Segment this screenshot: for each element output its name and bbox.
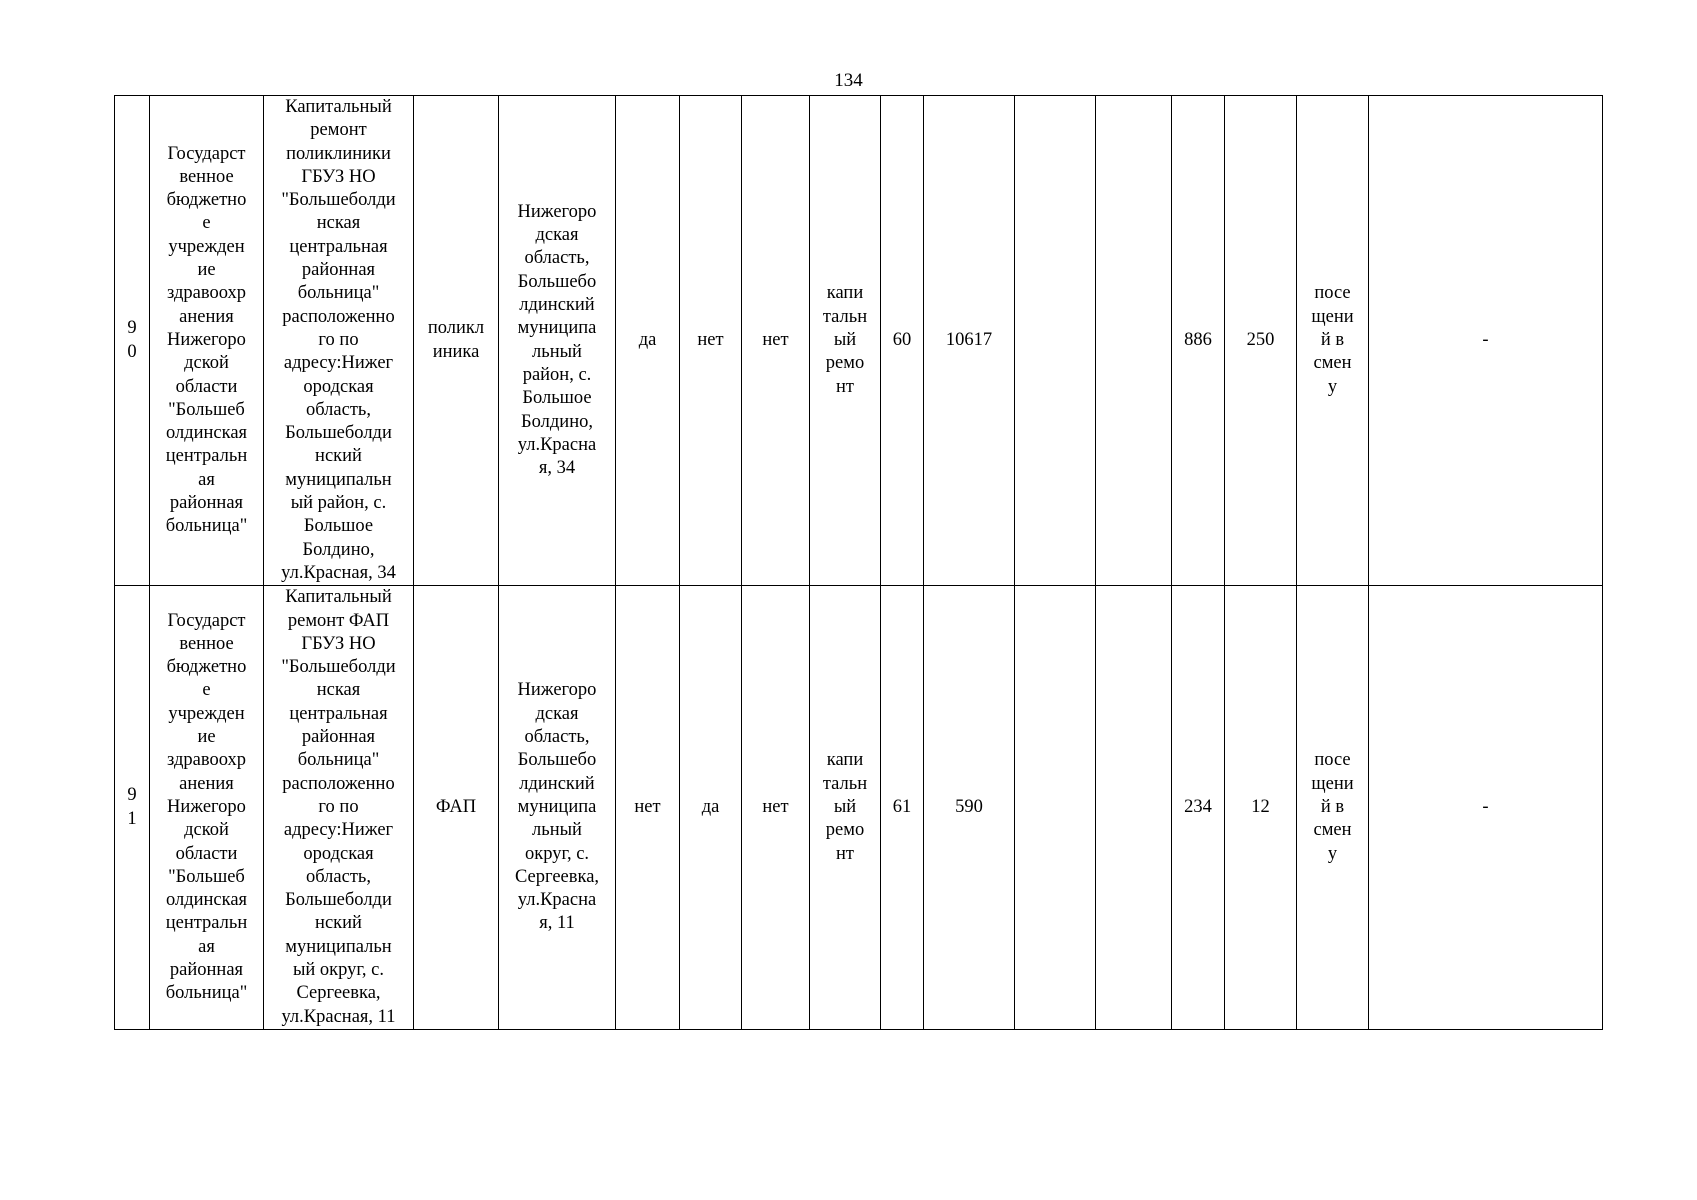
facility-type: ФАП: [435, 796, 477, 817]
flag-value: нет: [762, 329, 789, 350]
address-cell: [499, 586, 616, 1030]
flag-cell: [616, 96, 680, 586]
value-cell: [1172, 96, 1225, 586]
facility-type-cell: [414, 96, 499, 586]
empty-cell: [1015, 586, 1096, 1030]
organization-cell: [150, 586, 264, 1030]
empty-cell: [1015, 96, 1096, 586]
flag-value: нет: [697, 329, 724, 350]
note-cell: [1369, 586, 1603, 1030]
flag-cell: [680, 96, 742, 586]
facilities-table: [114, 95, 1603, 1030]
value: 61: [892, 796, 912, 817]
unit-cell: [1297, 96, 1369, 586]
note-cell: [1369, 96, 1603, 586]
flag-value: нет: [762, 796, 789, 817]
row-number-cell: [115, 586, 150, 1030]
value: 234: [1184, 796, 1212, 817]
note: -: [1482, 796, 1489, 817]
organization-name: Государст венное бюджетно е учрежден ие здравоохр анения Нижегоро дской области "Большеб олдинская центральн ая районная больница": [165, 610, 248, 1004]
organization-name: Государст венное бюджетно е учрежден ие здравоохр анения Нижегоро дской области "Большеб олдинская центральн ая районная больница": [165, 143, 248, 537]
value: 60: [892, 329, 912, 350]
value: 886: [1184, 329, 1212, 350]
value: 12: [1251, 796, 1270, 817]
object-description: Капитальный ремонт ФАП ГБУЗ НО "Большеболди нская центральная районная больница" расположенно го по адресу:Нижег ородская область, Большеболди нский муниципальн ый округ, с. Сергеевка, ул.Красная, 11: [281, 587, 396, 1027]
empty-cell: [1096, 586, 1172, 1030]
table-row: [115, 96, 1603, 586]
empty-cell: [1096, 96, 1172, 586]
row-number-cell: [115, 96, 150, 586]
work-type: капи тальн ый ремо нт: [822, 283, 868, 397]
facility-type: поликл иника: [427, 318, 485, 362]
table-row: [115, 586, 1603, 1030]
flag-cell: [742, 586, 810, 1030]
work-type: капи тальн ый ремо нт: [822, 750, 868, 864]
page-number: 134: [834, 70, 863, 91]
value-cell: [924, 96, 1015, 586]
object-description: Капитальный ремонт поликлиники ГБУЗ НО "Большеболди нская центральная районная больница" расположенно го по адресу:Нижег ородская область, Большеболди нский муниципальн ый район, с. Большое Болдино, ул.Красная, 34: [281, 97, 396, 583]
value-cell: [881, 96, 924, 586]
flag-value: да: [701, 796, 720, 817]
value: 250: [1246, 329, 1275, 350]
flag-value: нет: [634, 796, 661, 817]
flag-cell: [742, 96, 810, 586]
work-type-cell: [810, 96, 881, 586]
value-cell: [881, 586, 924, 1030]
value: 590: [955, 796, 983, 817]
address: Нижегоро дская область, Большебо лдинский муниципа льный округ, с. Сергеевка, ул.Красна я, 11: [514, 680, 600, 934]
value-cell: [1172, 586, 1225, 1030]
object-cell: [264, 96, 414, 586]
object-cell: [264, 586, 414, 1030]
unit-cell: [1297, 586, 1369, 1030]
value-cell: [1225, 96, 1297, 586]
unit: посе щени й в смен у: [1311, 750, 1354, 864]
work-type-cell: [810, 586, 881, 1030]
row-number: 9 0: [127, 318, 137, 362]
unit: посе щени й в смен у: [1311, 283, 1354, 397]
flag-cell: [616, 586, 680, 1030]
facility-type-cell: [414, 586, 499, 1030]
note: -: [1482, 329, 1489, 350]
address: Нижегоро дская область, Большебо лдинский муниципа льный район, с. Большое Болдино, ул.Красна я, 34: [517, 201, 597, 479]
organization-cell: [150, 96, 264, 586]
address-cell: [499, 96, 616, 586]
flag-value: да: [638, 329, 657, 350]
value-cell: [1225, 586, 1297, 1030]
flag-cell: [680, 586, 742, 1030]
value: 10617: [945, 329, 993, 350]
value-cell: [924, 586, 1015, 1030]
row-number: 9 1: [127, 785, 137, 829]
